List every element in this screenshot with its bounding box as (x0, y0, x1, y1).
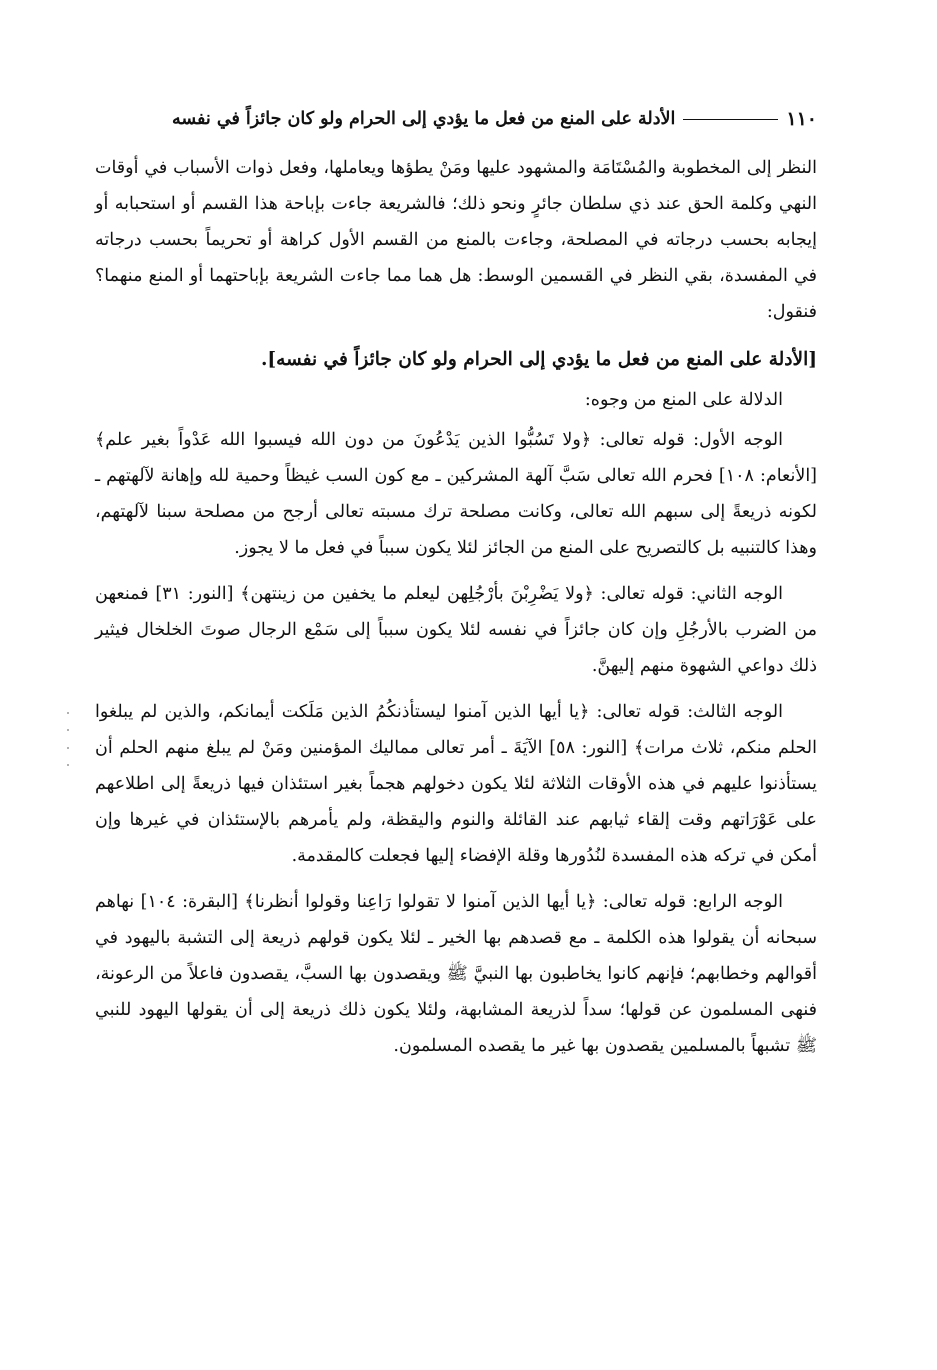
dot (67, 747, 69, 749)
margin-dots (62, 712, 74, 766)
dot (67, 729, 69, 731)
header-rule (683, 119, 778, 120)
intro-paragraph: النظر إلى المخطوبة والمُسْتَامَة والمشهود عليها ومَنْ يطؤها ويعاملها، وفعل ذوات الأسباب في أوقات النهي وكلمة الحق عند ذي سلطان جائرٍ ونحو ذلك؛ فالشريعة جاءت بإباحة هذا القسم أو استحبابه أو إيجابه بحسب درجاته في المصلحة، وجاءت بالمنع من القسم الأول كراهة أو تحريماً بحسب درجاته في المفسدة، بقي النظر في القسمين الوسط: هل هما مما جاءت الشريعة بإباحتهما أو المنع منهما؟ فنقول: (95, 158, 817, 322)
page-number: ١١٠ (786, 108, 817, 130)
running-title: الأدلة على المنع من فعل ما يؤدي إلى الحرام ولو كان جائزاً في نفسه (172, 109, 676, 129)
paragraph-first-aspect: الوجه الأول: قوله تعالى: ﴿ولا تَسُبُّوا الذين يَدْعُونَ من دون الله فيسبوا الله عَدْواً بغير علم﴾ [الأنعام: ١٠٨] فحرم الله تعالى سَبَّ آلهة المشركين ـ مع كون السب غيظاً وحمية لله وإهانة لآلهتهم ـ لكونه ذريعةً إلى سبهم الله تعالى، وكانت مصلحة ترك مسبته تعالى أرجح من مصلحة سبنا لآلهتهم، وهذا كالتنبيه بل كالتصريح على المنع من الجائز لئلا يكون سبباً في فعل ما لا يجوز. (95, 430, 818, 558)
section-heading: [الأدلة على المنع من فعل ما يؤدي إلى الحرام ولو كان جائزاً في نفسه]. (260, 349, 817, 370)
lead-line: الدلالة على المنع من وجوه: (584, 390, 783, 410)
running-header (95, 104, 817, 134)
paragraph-second-aspect: الوجه الثاني: قوله تعالى: ﴿ولا يَضْرِبْنَ بأرْجُلِهن ليعلم ما يخفين من زينتهن﴾ [النور: ٣١] فمنعهن من الضرب بالأرجُلِ وإن كان جائزاً في نفسه لئلا يكون سبباً إلى سَمْع الرجال صوتَ الخلخال فيثير ذلك دواعي الشهوة منهم إليهنَّ. (95, 584, 817, 676)
paragraph-fourth-aspect: الوجه الرابع: قوله تعالى: ﴿يا أيها الذين آمنوا لا تقولوا رَاعِنا وقولوا أنظرنا﴾ [البقرة: ١٠٤] نهاهم سبحانه أن يقولوا هذه الكلمة ـ مع قصدهم بها الخير ـ لئلا يكون قولهم ذريعة إلى التشبة باليهود في أقوالهم وخطابهم؛ فإنهم كانوا يخاطبون بها النبيَّ ﷺ ويقصدون بها السبَّ، يقصدون فاعلاً من الرعونة، فنهى المسلمون عن قولها؛ سداً لذريعة المشابهة، ولئلا يكون ذلك ذريعة إلى أن يقولها اليهود للنبي ﷺ تشبهاً بالمسلمين يقصدون بها غير ما يقصده المسلمون. (95, 892, 817, 1056)
paragraph-third-aspect: الوجه الثالث: قوله تعالى: ﴿يا أيها الذين آمنوا ليستأذنكُمُ الذين مَلَكت أيمانكم، والذين لم يبلغوا الحلم منكم، ثلاث مرات﴾ [النور: ٥٨] الآيَةَ ـ أمر تعالى مماليك المؤمنين ومَنْ لم يبلغ منهم الحلم أن يستأذنوا عليهم في هذه الأوقات الثلاثة لئلا يكون دخولهم هجماً بغير استئذان فيها ذريعةً إلى اطلاعهم على عَوْرَاتهم وقت إلقاء ثيابهم عند القائلة والنوم واليقظة، ولم يأمرهم بالإستئذان في غيرها وإن أمكن في تركه هذه المفسدة لنُدُورها وقلة الإفضاء إليها فجعلت كالمقدمة. (95, 702, 817, 866)
dot (67, 712, 69, 714)
dot (67, 764, 69, 766)
